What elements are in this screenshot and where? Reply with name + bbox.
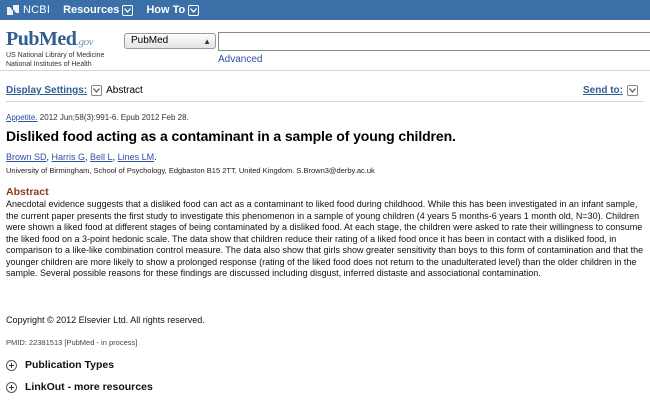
search-input[interactable] [218, 32, 650, 51]
settings-divider [6, 101, 644, 102]
copyright: Copyright © 2012 Elsevier Ltd. All rights reserved. [6, 315, 205, 325]
author-list: Brown SD, Harris G, Bell L, Lines LM. [6, 152, 157, 162]
ncbi-top-bar [0, 0, 650, 20]
send-to [583, 85, 642, 96]
howto-label: How To [146, 4, 186, 16]
chevron-down-icon [122, 5, 133, 16]
send-to-link[interactable]: Send to: [583, 85, 623, 96]
chevron-down-icon[interactable] [627, 85, 638, 96]
journal-link[interactable]: Appetite. [6, 113, 38, 122]
ncbi-logo-icon [6, 4, 20, 16]
linkout-label: LinkOut - more resources [25, 381, 153, 393]
display-settings-value: Abstract [106, 85, 143, 96]
header-divider [0, 70, 650, 71]
howto-menu[interactable] [146, 4, 199, 16]
citation-details: 2012 Jun;58(3):991-6. Epub 2012 Feb 28. [37, 113, 189, 122]
ncbi-logo[interactable] [6, 4, 50, 16]
resources-label: Resources [63, 4, 120, 16]
plus-icon [6, 382, 17, 393]
pmid: PMID: 22381513 [PubMed - in process] [6, 338, 138, 347]
resources-menu[interactable] [63, 4, 133, 16]
article-title: Disliked food acting as a contaminant in a sample of young children. [6, 128, 456, 144]
linkout-toggle[interactable] [6, 381, 153, 393]
pubmed-logo[interactable] [6, 28, 104, 69]
author-link[interactable]: Harris G [51, 152, 86, 162]
chevron-down-icon[interactable] [91, 85, 102, 96]
display-settings [6, 85, 143, 96]
citation [6, 113, 189, 122]
affiliation: University of Birmingham, School of Psychology, Edgbaston B15 2TT, United Kingdom. S.Brown3@derby.ac.uk [6, 166, 375, 175]
author-link[interactable]: Bell L [90, 152, 113, 162]
database-select[interactable] [124, 33, 216, 49]
author-link[interactable]: Brown SD [6, 152, 47, 162]
publication-types-toggle[interactable] [6, 359, 114, 371]
publication-types-label: Publication Types [25, 359, 115, 371]
database-selected: PubMed [131, 35, 169, 46]
display-settings-label[interactable]: Display Settings: [6, 85, 88, 96]
pubmed-header [0, 20, 650, 70]
advanced-search-link[interactable]: Advanced [218, 54, 263, 65]
author-link[interactable]: Lines LM [117, 152, 155, 162]
pubmed-brand [6, 28, 104, 51]
brand-gov: .gov [76, 36, 93, 48]
nlm-line: US National Library of Medicine [6, 52, 105, 59]
abstract-text: Anecdotal evidence suggests that a disliked food can act as a contaminant to liked food during childhood. While this has been investigated in an infant sample, the current paper presents the first study to investigate this phenomenon in a sample of young children (4 years 5 months-6 years 1 month old, N=30). Children were shown a liked food at different stages of being contaminated by a disliked food. At each stage, the children were asked to rate their willingness to consume the liked food on a 3-point hedonic scale. The data show that children reduce their rating of a liked food once it has been in contact with a disliked food, in comparison to a like-like combination control measure. The data also show that girls show greater sensitivity than boys to this form of contamination and that the younger children are more likely to show a prolonged response (rating of the liked food does not return to the unadulterated level) than the older children in the sample. Several possible reasons for these findings are discussed including disgust, inferred distaste and associational contamination. [6, 199, 644, 278]
plus-icon [6, 360, 17, 371]
brand-med: Med [38, 28, 77, 50]
abstract-heading: Abstract [6, 186, 49, 198]
chevron-down-icon [188, 5, 199, 16]
nih-line: National Institutes of Health [6, 61, 92, 68]
ncbi-label: NCBI [23, 4, 51, 16]
select-arrows-icon: ▲︎ [203, 37, 211, 46]
brand-pub: Pub [6, 28, 39, 50]
